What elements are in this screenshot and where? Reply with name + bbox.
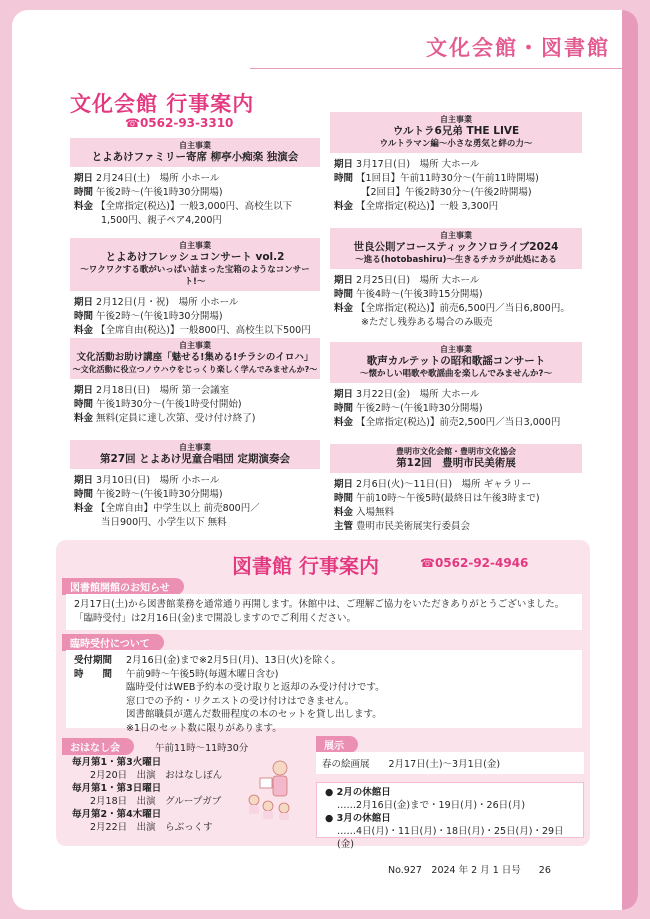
event-card bbox=[330, 228, 582, 330]
event-tag: 自主事業 bbox=[179, 141, 211, 150]
value: 午後2時〜(午後1時30分開場) bbox=[356, 403, 483, 414]
event-card bbox=[70, 138, 320, 228]
storytime-illustration bbox=[240, 756, 300, 820]
event-title: 歌声カルテットの昭和歌謡コンサート bbox=[366, 355, 546, 367]
ohanashi-label: おはなし会 bbox=[62, 738, 134, 755]
issue-info: No.927 2024 年 2 月 1 日号 bbox=[388, 865, 521, 876]
label: 期日 bbox=[74, 475, 94, 486]
label: 期日 bbox=[334, 389, 354, 400]
value: ※ただし残券ある場合のみ販売 bbox=[361, 317, 493, 328]
label: 期日 bbox=[334, 275, 354, 286]
culture-title: 文化会館 行事案内 bbox=[70, 92, 255, 116]
ohanashi-item: 2月20日 出演 おはなしぽん bbox=[90, 770, 223, 781]
event-tag: 自主事業 bbox=[179, 241, 211, 250]
value: 2月25日(日) 場所 大ホール bbox=[356, 275, 480, 286]
event-tag: 自主事業 bbox=[440, 115, 472, 124]
event-tag: 豊明市文化会館・豊明市文化協会 bbox=[396, 447, 516, 456]
label: 料金 bbox=[334, 303, 354, 314]
value: 【全席自由】中学生以上 前売800円／ bbox=[96, 503, 260, 514]
value: 1,500円、親子ペア4,200円 bbox=[101, 215, 222, 226]
value: 3月22日(金) 場所 大ホール bbox=[356, 389, 480, 400]
notice-line: 「臨時受付」は2月16日(金)まで開設しますのでご利用ください。 bbox=[74, 612, 357, 624]
event-subtitle: 〜進る(hotobashiru)〜生きるチカラが此処にある bbox=[355, 255, 557, 265]
ohanashi-group: 毎月第2・第4木曜日 bbox=[72, 809, 162, 820]
event-card bbox=[330, 112, 582, 214]
event-card bbox=[330, 342, 582, 430]
event-tag: 自主事業 bbox=[440, 345, 472, 354]
closed-dates: ……2月16日(金)まで・19日(月)・26日(月) bbox=[337, 800, 526, 811]
event-card bbox=[330, 444, 582, 534]
event-title: とよあけファミリー寄席 柳亭小痴楽 独演会 bbox=[91, 151, 299, 163]
temp-key: 受付期間 bbox=[74, 655, 113, 666]
side-band bbox=[622, 10, 638, 910]
event-tag: 自主事業 bbox=[179, 341, 211, 350]
label: 時間 bbox=[334, 493, 354, 504]
value: 【全席自由(税込)】一般800円、高校生以下500円 bbox=[96, 325, 311, 336]
event-title: 世良公則アコースティックソロライブ2024 bbox=[353, 241, 559, 253]
notice-body bbox=[66, 594, 582, 630]
event-subtitle: 〜懐かしい唱歌や歌謡曲を楽しんでみませんか?〜 bbox=[360, 369, 552, 379]
label: 料金 bbox=[334, 417, 354, 428]
event-title: 文化活動お助け講座「魅せる!集める!チラシのイロハ」 bbox=[76, 352, 314, 363]
label: 主管 bbox=[334, 521, 354, 532]
label: 料金 bbox=[74, 503, 94, 514]
label: 料金 bbox=[334, 507, 354, 518]
temp-value: 図書館職員が選んだ数冊程度の本のセットを貸し出します。 bbox=[126, 709, 382, 720]
temp-value: 午前9時〜午後5時(毎週木曜日含む) bbox=[126, 668, 279, 680]
value: 2月6日(火)〜11日(日) 場所 ギャラリー bbox=[356, 479, 532, 490]
footer bbox=[388, 862, 551, 876]
temp-value: 2月16日(金)まで※2月5日(月)、13日(火)を除く。 bbox=[126, 655, 341, 666]
page-number: 26 bbox=[538, 865, 551, 876]
value: 【2回目】午後2時30分〜(午後2時開場) bbox=[361, 187, 532, 198]
value: 午後4時〜(午後3時15分開場) bbox=[356, 289, 483, 300]
value: 【全席指定(税込)】前売6,500円／当日6,800円。 bbox=[356, 303, 570, 314]
temp-value: 臨時受付はWEB予約本の受け取りと返却のみ受け付けです。 bbox=[126, 682, 385, 693]
value: 午後1時30分〜(午後1時受付開始) bbox=[96, 399, 242, 410]
label: 期日 bbox=[334, 159, 354, 170]
closed-month: ● 3月の休館日 bbox=[325, 813, 391, 824]
value: 3月17日(日) 場所 大ホール bbox=[356, 159, 480, 170]
library-phone: ☎0562-92-4946 bbox=[420, 556, 529, 570]
value: 午後2時〜(午後1時30分開場) bbox=[96, 187, 223, 198]
exhibition-body: 春の絵画展 2月17日(土)〜3月1日(金) bbox=[316, 752, 584, 774]
closed-days-box bbox=[316, 782, 584, 850]
ohanashi-group: 毎月第1・第3火曜日 bbox=[72, 757, 162, 768]
value: 当日900円、小学生以下 無料 bbox=[101, 517, 227, 528]
exhibition-label: 展示 bbox=[316, 736, 358, 753]
value: 無料(定員に達し次第、受け付け終了) bbox=[96, 413, 256, 424]
value: 【全席指定(税込)】一般3,000円、高校生以下 bbox=[96, 201, 293, 212]
value: 豊明市民美術展実行委員会 bbox=[356, 521, 471, 532]
value: 午前10時〜午後5時(最終日は午後3時まで) bbox=[356, 493, 540, 504]
event-subtitle: 〜ワクワクする歌がいっぱい詰まった宝箱のようなコンサート!〜 bbox=[80, 265, 310, 287]
label: 時間 bbox=[334, 289, 354, 300]
value: 3月10日(日) 場所 小ホール bbox=[96, 475, 220, 486]
value: 2月24日(土) 場所 小ホール bbox=[96, 173, 220, 184]
value: 2月12日(月・祝) 場所 小ホール bbox=[96, 297, 239, 308]
event-title: 第27回 とよあけ児童合唱団 定期演奏会 bbox=[100, 453, 290, 465]
label: 料金 bbox=[74, 201, 94, 212]
ohanashi-group: 毎月第1・第3日曜日 bbox=[72, 783, 162, 794]
label: 期日 bbox=[74, 385, 94, 396]
event-card bbox=[70, 338, 320, 426]
value: 【1回目】午前11時30分〜(午前11時開場) bbox=[356, 173, 539, 184]
label: 時間 bbox=[74, 399, 94, 410]
ohanashi-time: 午前11時〜11時30分 bbox=[155, 743, 249, 754]
value: 【全席指定(税込)】前売2,500円／当日3,000円 bbox=[356, 417, 561, 428]
event-subtitle: ウルトラマン編〜小さな勇気と絆の力〜 bbox=[379, 139, 533, 149]
event-subtitle: 〜文化活動に役立つノウハウをじっくり楽しく学んでみませんか?〜 bbox=[72, 365, 318, 374]
closed-month: ● 2月の休館日 bbox=[325, 787, 391, 798]
event-card bbox=[70, 238, 320, 338]
value: 2月18日(日) 場所 第一会議室 bbox=[96, 385, 230, 396]
ohanashi-item: 2月18日 出演 グループガブ bbox=[90, 796, 222, 807]
label: 期日 bbox=[74, 297, 94, 308]
label: 料金 bbox=[74, 325, 94, 336]
temp-label: 臨時受付について bbox=[62, 634, 164, 651]
event-card bbox=[70, 440, 320, 530]
ohanashi-item: 2月22日 出演 らぶっくす bbox=[90, 822, 213, 833]
label: 期日 bbox=[334, 479, 354, 490]
label: 時間 bbox=[74, 489, 94, 500]
label: 期日 bbox=[74, 173, 94, 184]
temp-value: ※1日のセット数に限りがあります。 bbox=[126, 722, 282, 734]
label: 料金 bbox=[334, 201, 354, 212]
temp-value: 窓口での予約・リクエストの受け付けはできません。 bbox=[126, 695, 355, 707]
event-title: とよあけフレッシュコンサート vol.2 bbox=[105, 251, 285, 263]
section-header: 文化会館・図書館 bbox=[426, 36, 610, 60]
label: 時間 bbox=[74, 311, 94, 322]
closed-dates: ……4日(月)・11日(月)・18日(月)・25日(月)・29日(金) bbox=[337, 826, 564, 850]
notice-label: 図書館開館のお知らせ bbox=[62, 578, 184, 595]
event-title: 第12回 豊明市民美術展 bbox=[396, 457, 516, 469]
notice-line: 2月17日(土)から図書館業務を通常通り再開します。休館中は、ご理解ご協力をいただきありがとうございました。 bbox=[74, 599, 565, 610]
label: 時間 bbox=[74, 187, 94, 198]
label: 時間 bbox=[334, 403, 354, 414]
value: 午後2時〜(午後1時30分開場) bbox=[96, 311, 223, 322]
header-rule bbox=[250, 68, 630, 69]
value: 入場無料 bbox=[356, 507, 395, 518]
label: 時間 bbox=[334, 173, 354, 184]
temp-key: 時 間 bbox=[74, 668, 113, 680]
event-tag: 自主事業 bbox=[179, 443, 211, 452]
event-title: ウルトラ6兄弟 THE LIVE bbox=[392, 125, 520, 137]
label: 料金 bbox=[74, 413, 94, 424]
library-title: 図書館 行事案内 bbox=[232, 554, 379, 578]
temp-body bbox=[66, 650, 582, 734]
value: 午後2時〜(午後1時30分開場) bbox=[96, 489, 223, 500]
event-tag: 自主事業 bbox=[440, 231, 472, 240]
value: 【全席指定(税込)】一般 3,300円 bbox=[356, 201, 499, 212]
culture-phone: ☎0562-93-3310 bbox=[125, 116, 234, 130]
